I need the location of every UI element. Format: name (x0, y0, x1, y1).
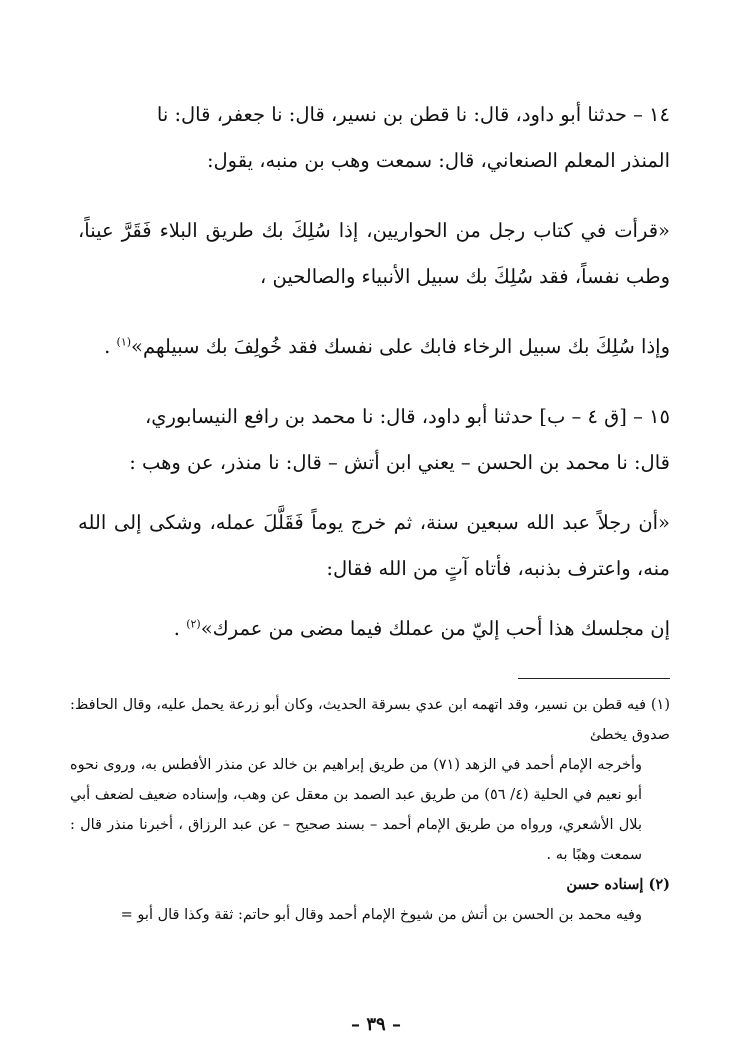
hadith-14-quote-2-end: . (104, 335, 117, 358)
hadith-14-line-1: ١٤ – حدثنا أبو داود، قال: نا قطن بن نسير، قال: نا جعفر، قال: نا (156, 103, 670, 126)
hadith-15-quote-2-end: . (173, 617, 187, 640)
page-number: – ٣٩ – (351, 1014, 401, 1035)
hadith-15-quote-1: «أن رجلاً عبد الله سبعين سنة، ثم خرج يوماً فَقَلَّلَ عمله، وشكى إلى الله منه، واعترف بذنبه، فأتاه آتٍ من الله فقال: (78, 511, 670, 580)
hadith-14-quote-1: «قرأت في كتاب رجل من الحواريين، إذا سُلِكَ بك طريق البلاء فَقَرَّ عيناً، وطب نفساً، فقد سُلِكَ بك سبيل الأنبياء والصالحين ، (78, 219, 670, 288)
hadith-15-quote-2-text: إن مجلسك هذا أحب إليّ من عملك فيما مضى من عمرك» (200, 617, 670, 640)
footnote-2-body: وفيه محمد بن الحسن بن أتش من شيوخ الإمام أحمد وقال أبو حاتم: ثقة وكذا قال أبو = (120, 907, 642, 923)
footnote-1: (١) فيه قطن بن نسير، وقد اتهمه ابن عدي بسرقة الحديث، وكان أبو زرعة يحمل عليه، وقال الحافظ: صدوق يخطئ (70, 697, 670, 743)
hadith-14-quote-2 (78, 324, 670, 370)
hadith-15-quote-2 (78, 606, 670, 652)
footnote-ref-2[interactable]: (٢) (186, 617, 201, 631)
hadith-15-line-2: قال: نا محمد بن الحسن – يعني ابن أتش – قال: نا منذر، عن وهب : (129, 451, 670, 474)
main-text (78, 92, 670, 652)
hadith-14-line-2: المنذر المعلم الصنعاني، قال: سمعت وهب بن منبه، يقول: (206, 149, 670, 172)
footnote-2-heading: (٢) إسناده حسن (566, 876, 670, 893)
footnote-divider (518, 678, 670, 679)
hadith-15-line-1: ١٥ – [ق ٤ – ب] حدثنا أبو داود، قال: نا محمد بن رافع النيسابوري، (144, 405, 670, 428)
hadith-14-quote-2-text: وإذا سُلِكَ بك سبيل الرخاء فابك على نفسك فقد خُولِفَ بك سبيلهم» (131, 335, 670, 358)
footnotes (70, 690, 670, 930)
footnote-1-sources: وأخرجه الإمام أحمد في الزهد (٧١) من طريق إبراهيم بن خالد عن منذر الأفطس به، وروى نحوه أبو نعيم في الحلية (٤/ ٥٦) من طريق عبد الصمد بن معقل عن وهب، وإسناده ضعيف لضعف أبي بلال الأشعري، ورواه من طريق الإمام أحمد – بسند صحيح – عن عبد الرزاق ، أخبرنا منذر قال : سمعت وهبًا به . (70, 757, 642, 863)
footnote-ref-1[interactable]: (١) (116, 335, 132, 349)
